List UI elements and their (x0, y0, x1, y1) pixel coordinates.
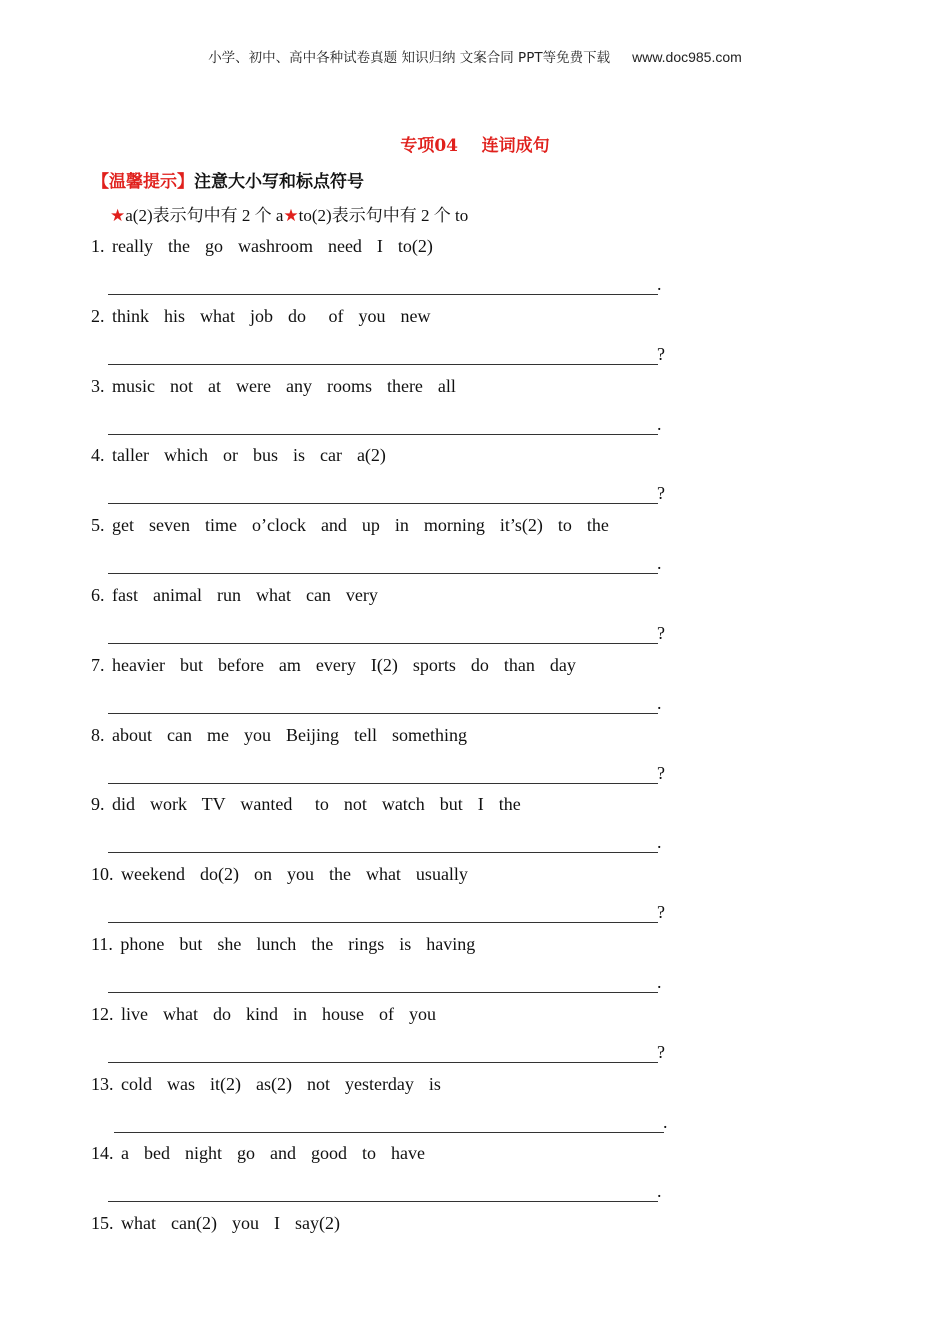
question-item (0, 236, 950, 306)
answer-line (108, 364, 658, 365)
answer-punctuation: . (657, 1181, 662, 1202)
question-text: 1. really the go washroom need I to(2) (91, 236, 433, 256)
answer-line (108, 852, 658, 853)
answer-line (108, 643, 658, 644)
question-item (0, 306, 950, 376)
question-text: 11. phone but she lunch the rings is having (91, 934, 476, 954)
note-part2: to(2)表示句中有 2 个 to (298, 206, 469, 225)
answer-punctuation: ? (657, 902, 665, 923)
answer-line (108, 1201, 658, 1202)
answer-line (114, 1132, 664, 1133)
question-item (0, 1074, 950, 1144)
question-item (0, 515, 950, 585)
question-item (0, 1004, 950, 1074)
question-item (0, 1213, 950, 1283)
question-text: 14. a bed night go and good to have (91, 1143, 425, 1164)
answer-line (108, 434, 658, 435)
question-item (0, 1143, 950, 1213)
answer-line (108, 1062, 658, 1063)
note-part1: a(2)表示句中有 2 个 a (125, 206, 284, 225)
question-text: 8. about can me you Beijing tell something (91, 724, 467, 745)
question-text: 9. did work TV wanted to not watch but I the (91, 794, 521, 815)
question-text: 4. taller which or bus is car a(2) (91, 445, 386, 466)
answer-line (108, 922, 658, 923)
question-text: 13. cold was it(2) as(2) not yesterday is (91, 1073, 441, 1094)
question-text: 7. heavier but before am every I(2) sports do than day (91, 654, 576, 675)
answer-line (108, 573, 658, 574)
answer-punctuation: . (663, 1111, 668, 1132)
tip-text: 注意大小写和标点符号 (194, 172, 364, 192)
question-text: 6. fast animal run what can very (91, 585, 378, 605)
header-text: 小学、初中、高中各种试卷真题 知识归纳 文案合同 PPT等免费下载 (208, 50, 611, 66)
question-text: 15. what can(2) you I say(2) (91, 1213, 340, 1234)
answer-punctuation: . (657, 553, 662, 574)
question-text: 5. get seven time o’clock and up in morning it’s(2) to the (91, 515, 609, 536)
question-text: 12. live what do kind in house of you (91, 1003, 436, 1024)
answer-line (108, 992, 658, 993)
answer-punctuation: ? (657, 343, 665, 364)
answer-punctuation: . (657, 692, 662, 713)
star-icon: ★ (110, 206, 126, 226)
answer-punctuation: ? (657, 1041, 665, 1062)
header-site: www.doc985.com (632, 49, 742, 65)
answer-punctuation: ? (657, 623, 665, 643)
note-line (110, 201, 468, 226)
answer-line (108, 783, 658, 784)
question-text: 3. music not at were any rooms there all (91, 375, 456, 396)
page-title: 专项04 连词成句 (400, 136, 550, 156)
answer-punctuation: . (657, 972, 662, 992)
answer-punctuation: . (657, 274, 662, 294)
answer-punctuation: ? (657, 762, 665, 783)
question-item (0, 725, 950, 795)
tip-line (92, 167, 364, 192)
answer-punctuation: . (657, 413, 662, 434)
question-item (0, 864, 950, 934)
answer-punctuation: ? (657, 483, 665, 504)
tip-label: 【温馨提示】 (92, 172, 194, 192)
question-item (0, 794, 950, 864)
question-item (0, 376, 950, 446)
answer-punctuation: . (657, 832, 662, 853)
answer-line (108, 503, 658, 504)
question-item (0, 585, 950, 655)
star-icon: ★ (283, 206, 299, 226)
question-text: 10. weekend do(2) on you the what usually (91, 864, 468, 885)
question-item (0, 655, 950, 725)
question-text: 2. think his what job do of you new (91, 305, 431, 326)
question-item (0, 934, 950, 1004)
page-header (0, 46, 950, 66)
question-item (0, 445, 950, 515)
answer-line (108, 294, 658, 295)
answer-line (108, 713, 658, 714)
